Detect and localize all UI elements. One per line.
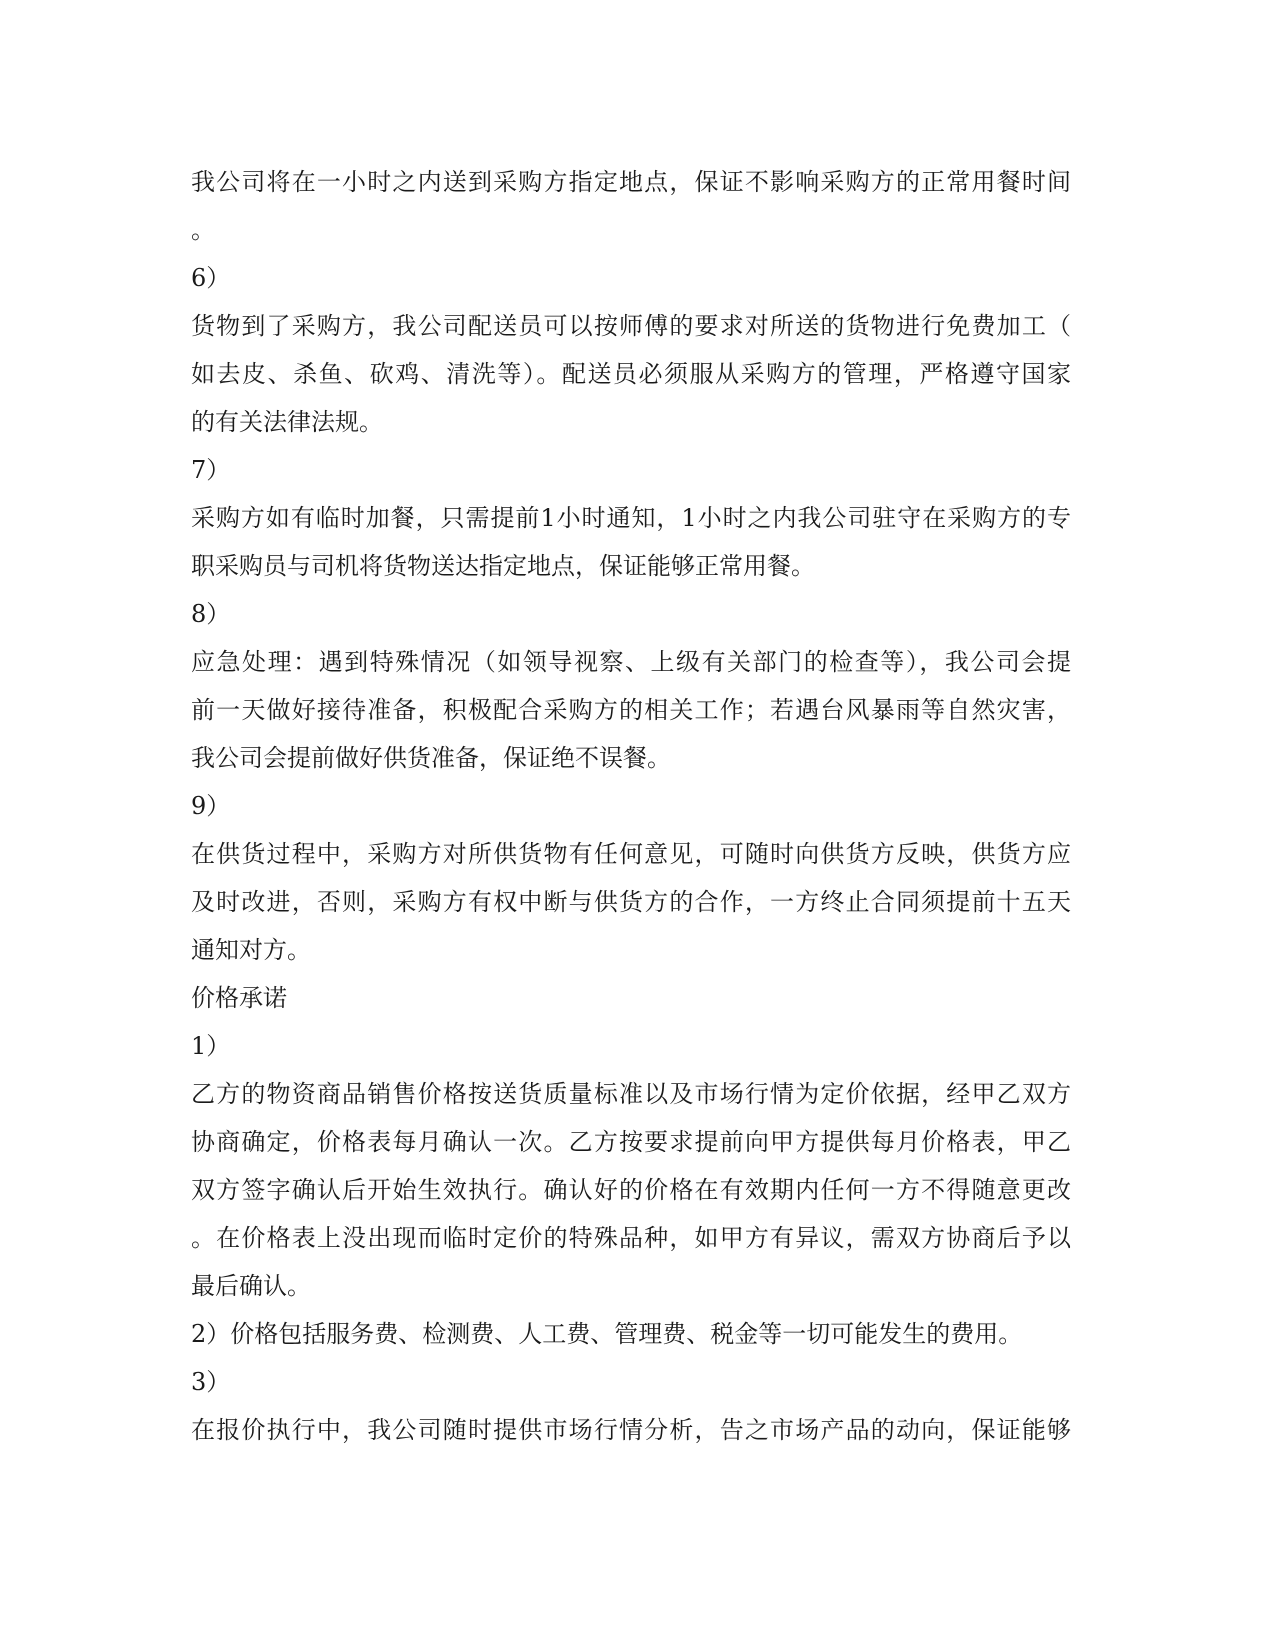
section-heading: 价格承诺 [191,984,287,1012]
item-number: 7） [191,456,231,484]
text-line: 协商确定，价格表每月确认一次。乙方按要求提前向甲方提供每月价格表，甲乙 [191,1128,1071,1156]
text-line: 如去皮、杀鱼、砍鸡、清洗等）。配送员必须服从采购方的管理，严格遵守国家 [191,360,1071,388]
text-line: 及时改进，否则，采购方有权中断与供货方的合作，一方终止合同须提前十五天 [191,888,1071,916]
text-line: 在供货过程中，采购方对所供货物有任何意见，可随时向供货方反映，供货方应 [191,840,1071,868]
text-line: 我公司会提前做好供货准备，保证绝不误餐。 [191,744,671,772]
document-body [191,158,1071,1454]
text-line: 采购方如有临时加餐，只需提前1小时通知，1小时之内我公司驻守在采购方的专 [191,504,1071,532]
text-line: 货物到了采购方，我公司配送员可以按师傅的要求对所送的货物进行免费加工（ [191,312,1071,340]
item-number: 9） [191,792,231,820]
item-number: 8） [191,600,231,628]
text-line: 我公司将在一小时之内送到采购方指定地点，保证不影响采购方的正常用餐时间 [191,168,1071,196]
text-line: 。在价格表上没出现而临时定价的特殊品种，如甲方有异议，需双方协商后予以 [191,1224,1071,1252]
item-number: 3） [191,1368,231,1396]
text-line: 应急处理：遇到特殊情况（如领导视察、上级有关部门的检查等），我公司会提 [191,648,1071,676]
text-line: 乙方的物资商品销售价格按送货质量标准以及市场行情为定价依据，经甲乙双方 [191,1080,1071,1108]
text-line: 的有关法律法规。 [191,408,383,436]
text-line: 通知对方。 [191,936,311,964]
item-number: 1） [191,1032,231,1060]
text-line: 职采购员与司机将货物送达指定地点，保证能够正常用餐。 [191,552,815,580]
text-line: 双方签字确认后开始生效执行。确认好的价格在有效期内任何一方不得随意更改 [191,1176,1071,1204]
item-number: 6） [191,264,231,292]
text-line: 在报价执行中，我公司随时提供市场行情分析，告之市场产品的动向，保证能够 [191,1416,1071,1444]
text-line: 。 [191,216,215,244]
text-line: 2）价格包括服务费、检测费、人工费、管理费、税金等一切可能发生的费用。 [191,1320,1023,1348]
text-line: 最后确认。 [191,1272,311,1300]
text-line: 前一天做好接待准备，积极配合采购方的相关工作；若遇台风暴雨等自然灾害， [191,696,1071,724]
